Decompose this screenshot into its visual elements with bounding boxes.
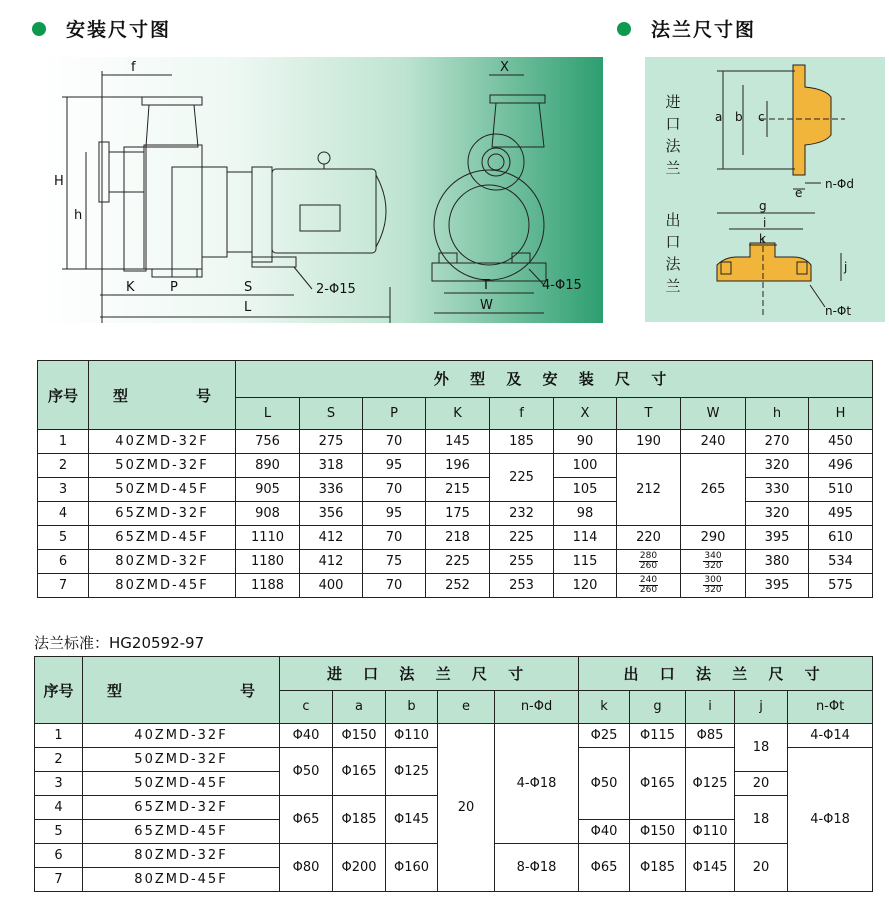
cell-S: 318 [300,454,363,478]
col-header-nd: n-Φd [495,690,579,724]
install-dimensions-table [37,360,873,598]
cell-e-merged: 20 [438,724,495,892]
cell-a-merged: Φ185 [333,796,386,844]
cell-X: 90 [554,430,617,454]
cell-model: 65ZMD-32F [83,796,280,820]
motor-body-shape [272,169,376,253]
cell-L: 905 [236,478,300,502]
cell-model: 50ZMD-45F [83,772,280,796]
bullet-icon [617,22,631,36]
cell-model: 40ZMD-32F [83,724,280,748]
col-header-model: 型 号 [89,361,236,430]
dim-P-label: P [170,280,178,295]
cell-no: 2 [38,454,89,478]
flange-drawing [645,57,885,322]
cell-nd-merged: 8-Φ18 [495,844,579,892]
cell-no: 6 [38,550,89,574]
table-row [35,724,873,748]
table-row [38,526,873,550]
cell-X: 114 [554,526,617,550]
cell-W-merged: 265 [681,454,746,526]
cell-f: 232 [490,502,554,526]
cell-k: Φ40 [579,820,630,844]
cell-no: 5 [35,820,83,844]
col-header-model: 型 号 [83,657,280,724]
cell-no: 3 [35,772,83,796]
cell-no: 5 [38,526,89,550]
cell-j-merged: 18 [735,796,788,844]
cell-no: 1 [35,724,83,748]
cell-S: 356 [300,502,363,526]
dim-a-label: a [715,110,723,124]
cell-T: 190 [617,430,681,454]
cell-model: 50ZMD-32F [89,454,236,478]
group-header-dimensions: 外 型 及 安 装 尺 寸 [236,361,873,398]
cell-nt: 4-Φ14 [788,724,873,748]
dim-nd-label: n-Φd [825,177,854,191]
cell-k-merged: Φ65 [579,844,630,892]
cell-S: 336 [300,478,363,502]
cell-K: 215 [426,478,490,502]
cell-model: 80ZMD-45F [89,574,236,598]
dim-T-label: T [482,278,490,293]
flange-svg [645,57,885,322]
cell-T-merged: 212 [617,454,681,526]
cell-K: 252 [426,574,490,598]
install-heading-text: 安装尺寸图 [66,19,172,41]
dim-j-label: j [844,260,848,274]
col-header-S: S [300,397,363,429]
cell-X: 98 [554,502,617,526]
cell-K: 225 [426,550,490,574]
flange-heading-text: 法兰尺寸图 [651,19,757,41]
cell-L: 1180 [236,550,300,574]
cell-T: 220 [617,526,681,550]
cell-i: Φ85 [686,724,735,748]
cell-P: 95 [363,502,426,526]
table-row [38,430,873,454]
pump-volute-shape [146,105,198,147]
cell-H: 575 [809,574,873,598]
pump-casing-shape [144,145,202,269]
cell-T-fraction: $\frac{240}{260}$ [617,574,681,598]
cell-K: 196 [426,454,490,478]
cell-model: 40ZMD-32F [89,430,236,454]
dim-X-label: X [500,60,509,75]
bullet-icon [32,22,46,36]
col-header-K: K [426,397,490,429]
col-header-k: k [579,690,630,724]
cell-h: 395 [746,526,809,550]
dim-g-label: g [759,199,767,213]
cell-P: 75 [363,550,426,574]
cell-H: 496 [809,454,873,478]
cell-W: 290 [681,526,746,550]
cell-f: 255 [490,550,554,574]
cell-h: 270 [746,430,809,454]
inlet-flange-shape [99,142,109,202]
col-header-h: h [746,397,809,429]
cell-S: 275 [300,430,363,454]
cell-c-merged: Φ50 [280,748,333,796]
cell-L: 756 [236,430,300,454]
col-header-g: g [630,690,686,724]
cell-a-merged: Φ200 [333,844,386,892]
col-header-X: X [554,397,617,429]
cell-model: 50ZMD-32F [83,748,280,772]
cell-g-merged: Φ185 [630,844,686,892]
cell-X: 105 [554,478,617,502]
inlet-flange-vertical-label: 进 口 法 兰 [665,93,681,177]
cell-f: 185 [490,430,554,454]
cell-no: 4 [35,796,83,820]
cell-h: 320 [746,454,809,478]
bolt-motor-label: 2-Φ15 [316,282,356,297]
col-header-no: 序号 [35,657,83,724]
cell-P: 70 [363,430,426,454]
cell-S: 400 [300,574,363,598]
cell-W: 240 [681,430,746,454]
cell-S: 412 [300,550,363,574]
table-row [38,478,873,502]
flange-heading [617,15,756,42]
col-header-a: a [333,690,386,724]
cell-no: 3 [38,478,89,502]
col-header-no: 序号 [38,361,89,430]
col-header-T: T [617,397,681,429]
cell-model: 65ZMD-32F [89,502,236,526]
cell-K: 145 [426,430,490,454]
dim-L-label: L [244,300,252,315]
dim-K-label: K [126,280,135,295]
col-header-i: i [686,690,735,724]
dim-e-label: e [795,186,803,200]
table-row [38,574,873,598]
cell-h: 380 [746,550,809,574]
cell-no: 6 [35,844,83,868]
cell-model: 65ZMD-45F [89,526,236,550]
cell-j-merged: 18 [735,724,788,772]
cell-H: 495 [809,502,873,526]
table-row [38,502,873,526]
cell-P: 70 [363,526,426,550]
dim-i-label: i [763,216,767,230]
dim-c-label: c [758,110,765,124]
cell-L: 908 [236,502,300,526]
cell-h: 395 [746,574,809,598]
dim-nt-label: n-Φt [825,304,852,318]
bolt-base-label: 4-Φ15 [542,278,582,293]
cell-L: 1110 [236,526,300,550]
cell-P: 70 [363,478,426,502]
cell-h: 330 [746,478,809,502]
install-heading [32,15,171,42]
cell-model: 65ZMD-45F [83,820,280,844]
cell-i-merged: Φ125 [686,748,735,820]
cell-c-merged: Φ80 [280,844,333,892]
group-header-inlet: 进 口 法 兰 尺 寸 [280,657,579,691]
cell-no: 7 [38,574,89,598]
cell-no: 2 [35,748,83,772]
cell-g: Φ115 [630,724,686,748]
col-header-L: L [236,397,300,429]
col-header-j: j [735,690,788,724]
cell-model: 50ZMD-45F [89,478,236,502]
cell-P: 70 [363,574,426,598]
dim-f-label: f [131,60,136,75]
col-header-c: c [280,690,333,724]
cell-model: 80ZMD-45F [83,868,280,892]
col-header-H: H [809,397,873,429]
pump-drawing-svg [34,57,603,323]
cell-j: 20 [735,772,788,796]
cell-S: 412 [300,526,363,550]
cell-g: Φ150 [630,820,686,844]
cell-k: Φ25 [579,724,630,748]
cell-a: Φ150 [333,724,386,748]
dim-S-label: S [244,280,253,295]
cell-L: 890 [236,454,300,478]
col-header-nt: n-Φt [788,690,873,724]
cell-W-fraction: $\frac{300}{320}$ [681,574,746,598]
cell-W-fraction: $\frac{340}{320}$ [681,550,746,574]
cell-T-fraction: $\frac{280}{260}$ [617,550,681,574]
dim-h-label: h [74,208,83,223]
cell-b-merged: Φ160 [386,844,438,892]
table-row [38,454,873,478]
cell-K: 218 [426,526,490,550]
outlet-flange-vertical-label: 出 口 法 兰 [665,211,681,295]
cell-nt-merged: 4-Φ18 [788,748,873,892]
cell-no: 4 [38,502,89,526]
dim-W-label: W [480,298,493,313]
flange-dimensions-table [34,656,873,892]
cell-K: 175 [426,502,490,526]
cell-i: Φ110 [686,820,735,844]
col-header-P: P [363,397,426,429]
cell-c: Φ40 [280,724,333,748]
cell-P: 95 [363,454,426,478]
inlet-flange-section [793,65,831,175]
cell-b-merged: Φ145 [386,796,438,844]
cell-X: 115 [554,550,617,574]
cell-f-merged: 225 [490,454,554,502]
installation-drawing [34,57,603,323]
cell-X: 100 [554,454,617,478]
col-header-b: b [386,690,438,724]
group-header-outlet: 出 口 法 兰 尺 寸 [579,657,873,691]
flange-standard-label: 法兰标准：HG20592-97 [34,634,205,652]
cell-no: 1 [38,430,89,454]
dim-k-label: k [759,232,766,246]
cell-nd-merged: 4-Φ18 [495,724,579,844]
cell-X: 120 [554,574,617,598]
cell-H: 534 [809,550,873,574]
cell-no: 7 [35,868,83,892]
dim-b-label: b [735,110,743,124]
cell-model: 80ZMD-32F [89,550,236,574]
cell-c-merged: Φ65 [280,796,333,844]
dim-H-label: H [54,174,64,189]
cell-i-merged: Φ145 [686,844,735,892]
cell-j-merged: 20 [735,844,788,892]
cell-b-merged: Φ125 [386,748,438,796]
cell-f: 253 [490,574,554,598]
cell-H: 610 [809,526,873,550]
cell-H: 450 [809,430,873,454]
cell-a-merged: Φ165 [333,748,386,796]
col-header-e: e [438,690,495,724]
table-row [38,550,873,574]
cell-h: 320 [746,502,809,526]
cell-L: 1188 [236,574,300,598]
col-header-f: f [490,397,554,429]
cell-g-merged: Φ165 [630,748,686,820]
lifting-eye-shape [318,152,330,164]
cell-f: 225 [490,526,554,550]
outlet-flange-shape [142,97,202,105]
cell-b: Φ110 [386,724,438,748]
cell-H: 510 [809,478,873,502]
cell-model: 80ZMD-32F [83,844,280,868]
col-header-W: W [681,397,746,429]
cell-k-merged: Φ50 [579,748,630,820]
